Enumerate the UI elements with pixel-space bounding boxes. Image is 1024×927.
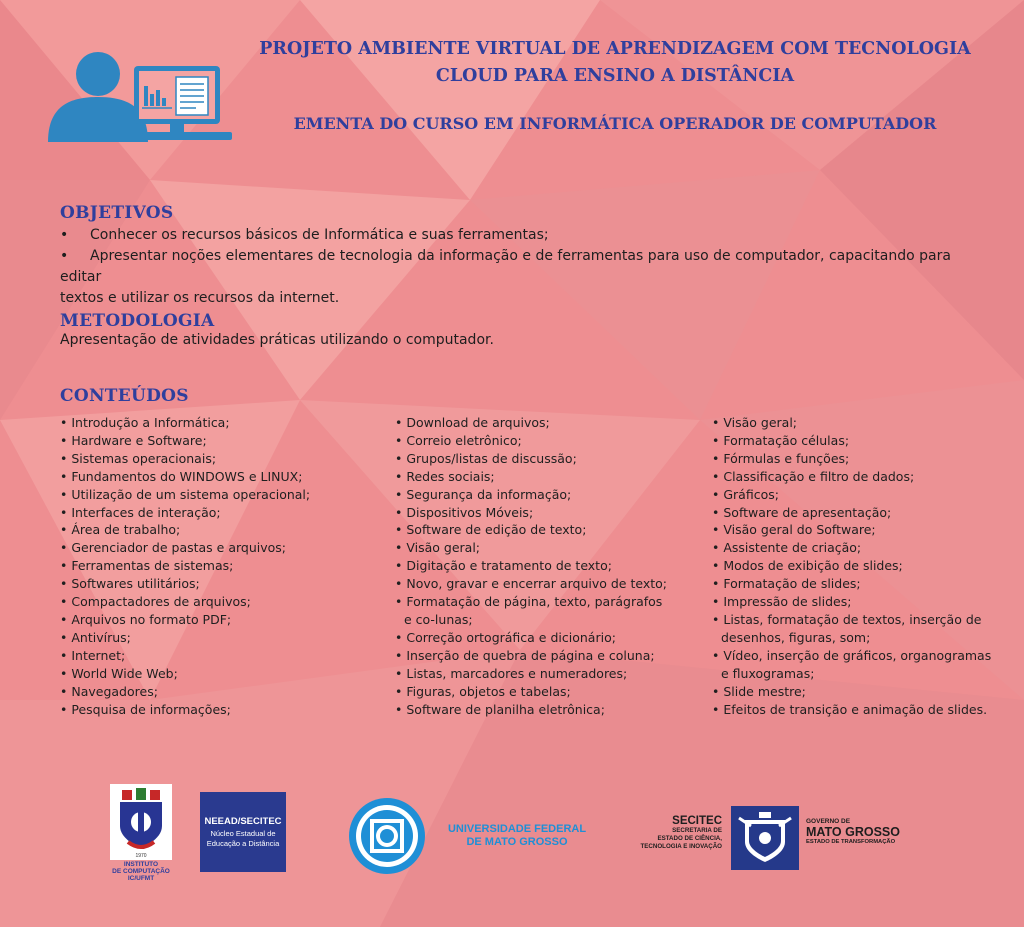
conteudo-list-item: • Novo, gravar e encerrar arquivo de texto; xyxy=(395,575,670,593)
conteudos-column-1 xyxy=(60,414,380,718)
ic-year: 1970 xyxy=(135,853,147,859)
conteudo-list-item: • Interfaces de interação; xyxy=(60,504,380,522)
ufmt-name-line: UNIVERSIDADE FEDERAL xyxy=(447,823,587,835)
conteudo-list-item: • Utilização de um sistema operacional; xyxy=(60,486,380,504)
conteudo-list-item: • Compactadores de arquivos; xyxy=(60,593,380,611)
conteudo-list-item: • Slide mestre; xyxy=(712,683,992,701)
secitec-line: TECNOLOGIA E INOVAÇÃO xyxy=(640,843,722,850)
nead-line: Educação a Distância xyxy=(206,839,280,848)
nead-secitec-logo xyxy=(200,792,286,872)
conteudo-list-item: • Grupos/listas de discussão; xyxy=(395,450,670,468)
ic-shield-emblem xyxy=(110,784,172,860)
nead-title: NEEAD/SECITEC xyxy=(204,816,282,827)
conteudo-list-item: • Introdução a Informática; xyxy=(60,414,380,432)
ufmt-name xyxy=(440,823,594,849)
conteudo-list-item: • Correção ortográfica e dicionário; xyxy=(395,629,670,647)
metodologia-heading: METODOLOGIA xyxy=(60,311,215,331)
governo-title: MATO GROSSO xyxy=(806,825,900,839)
objetivos-item: • Conhecer os recursos básicos de Informática e suas ferramentas; xyxy=(60,227,549,243)
ic-ufmt-logo xyxy=(110,784,172,860)
conteudo-list-item: • Listas, formatação de textos, inserção de desenhos, figuras, som; xyxy=(712,611,992,647)
ic-caption-line: INSTITUTO xyxy=(123,861,159,868)
conteudo-list-item: • Hardware e Software; xyxy=(60,432,380,450)
objetivos-item: • Apresentar noções elementares de tecnologia da informação e de ferramentas para uso de computador, capacitando para editar xyxy=(60,248,951,285)
title-line-2: CLOUD PARA ENSINO A DISTÂNCIA xyxy=(435,66,795,86)
conteudo-list-item: • Gerenciador de pastas e arquivos; xyxy=(60,539,380,557)
conteudo-list-item: • Software de apresentação; xyxy=(712,504,992,522)
metodologia-text: Apresentação de atividades práticas utilizando o computador. xyxy=(60,332,494,348)
page-title xyxy=(240,36,990,90)
mato-grosso-coat-of-arms xyxy=(731,806,799,870)
conteudo-list-item: • Fórmulas e funções; xyxy=(712,450,992,468)
conteudo-list-item: • Inserção de quebra de página e coluna; xyxy=(395,647,670,665)
conteudo-list-item: • Impressão de slides; xyxy=(712,593,992,611)
conteudo-list-item: • Modos de exibição de slides; xyxy=(712,557,992,575)
conteudo-list-item: • Gráficos; xyxy=(712,486,992,504)
conteudo-list-item: • Softwares utilitários; xyxy=(60,575,380,593)
conteudo-list-item: • Download de arquivos; xyxy=(395,414,670,432)
conteudos-heading: CONTEÚDOS xyxy=(60,386,189,406)
secitec-line: ESTADO DE CIÊNCIA, xyxy=(657,835,722,842)
secitec-logo xyxy=(620,815,722,851)
conteudo-list-item: • Software de edição de texto; xyxy=(395,521,670,539)
conteudo-list-item: • Arquivos no formato PDF; xyxy=(60,611,380,629)
title-line-1: PROJETO AMBIENTE VIRTUAL DE APRENDIZAGEM COM TECNOLOGIA xyxy=(259,39,971,59)
ic-caption xyxy=(96,861,186,882)
conteudo-list-item: • Software de planilha eletrônica; xyxy=(395,701,670,719)
secitec-line: SECRETARIA DE xyxy=(672,827,722,834)
conteudo-list-item: • Assistente de criação; xyxy=(712,539,992,557)
conteudo-list-item: • Área de trabalho; xyxy=(60,521,380,539)
ic-caption-line: DE COMPUTAÇÃO xyxy=(112,868,170,875)
conteudo-list-item: • Fundamentos do WINDOWS e LINUX; xyxy=(60,468,380,486)
conteudo-list-item: • Correio eletrônico; xyxy=(395,432,670,450)
conteudo-list-item: • Ferramentas de sistemas; xyxy=(60,557,380,575)
ic-caption-line: IC/UFMT xyxy=(127,875,155,882)
conteudo-list-item: • Antivírus; xyxy=(60,629,380,647)
objetivos-list xyxy=(60,225,980,309)
governo-line: ESTADO DE TRANSFORMAÇÃO xyxy=(806,839,896,845)
conteudo-list-item: • Visão geral; xyxy=(712,414,992,432)
conteudo-list-item: • Listas, marcadores e numeradores; xyxy=(395,665,670,683)
objetivos-heading: OBJETIVOS xyxy=(60,203,174,223)
conteudo-list-item: • Navegadores; xyxy=(60,683,380,701)
conteudo-list-item: • World Wide Web; xyxy=(60,665,380,683)
objetivos-item-continuation: textos e utilizar os recursos da internet. xyxy=(60,290,340,306)
governo-mt-logo xyxy=(806,818,936,845)
conteudo-list-item: • Segurança da informação; xyxy=(395,486,670,504)
conteudo-list-item: • Internet; xyxy=(60,647,380,665)
conteudo-list-item: • Visão geral; xyxy=(395,539,670,557)
ufmt-name-line: DE MATO GROSSO xyxy=(466,836,568,848)
conteudos-column-3 xyxy=(712,414,992,718)
conteudos-column-2 xyxy=(395,414,670,718)
conteudo-list-item: • Pesquisa de informações; xyxy=(60,701,380,719)
conteudo-list-item: • Visão geral do Software; xyxy=(712,521,992,539)
page-subtitle: EMENTA DO CURSO EM INFORMÁTICA OPERADOR DE COMPUTADOR xyxy=(293,114,937,133)
conteudo-list-item: • Sistemas operacionais; xyxy=(60,450,380,468)
ufmt-emblem xyxy=(348,797,426,875)
conteudo-list-item: • Vídeo, inserção de gráficos, organogramas e fluxogramas; xyxy=(712,647,992,683)
conteudo-list-item: • Efeitos de transição e animação de slides. xyxy=(712,701,992,719)
nead-line: Núcleo Estadual de xyxy=(210,829,276,838)
conteudo-list-item: • Formatação de slides; xyxy=(712,575,992,593)
conteudo-list-item: • Classificação e filtro de dados; xyxy=(712,468,992,486)
conteudo-list-item: • Digitação e tratamento de texto; xyxy=(395,557,670,575)
conteudo-list-item: • Redes sociais; xyxy=(395,468,670,486)
governo-line: GOVERNO DE xyxy=(806,818,851,825)
conteudo-list-item: • Dispositivos Móveis; xyxy=(395,504,670,522)
conteudo-list-item: • Figuras, objetos e tabelas; xyxy=(395,683,670,701)
conteudo-list-item: • Formatação de página, texto, parágrafos e co-lunas; xyxy=(395,593,670,629)
person-computer-icon xyxy=(46,50,236,142)
conteudo-list-item: • Formatação células; xyxy=(712,432,992,450)
secitec-title: SECITEC xyxy=(672,815,722,827)
